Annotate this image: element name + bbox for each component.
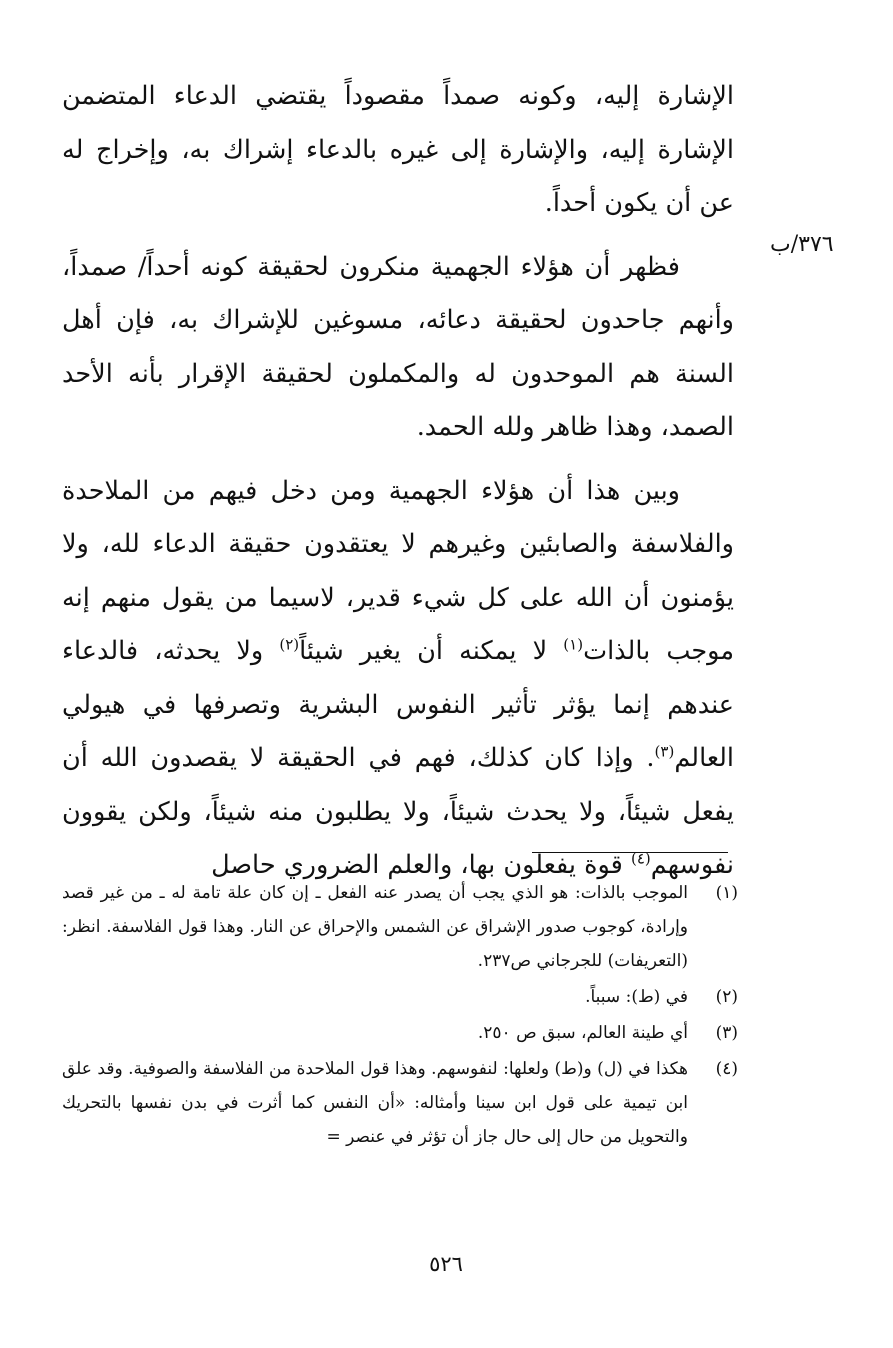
footnote-number: (٤) <box>715 1059 738 1079</box>
paragraph-text: وبين هذا أن هؤلاء الجهمية ومن دخل فيهم من الملاحدة والفلاسفة والصابئين وغيرهم لا يعتقدون حقيقة الدعاء لله، ولا يؤمنون أن الله على كل شيء قدير، لاسيما من يقول منهم إنه موجب بالذات <box>62 475 734 666</box>
footnote-text: هكذا في (ل) و(ط) ولعلها: لنفوسهم. وهذا قول الملاحدة من الفلاسفة والصوفية. وقد علق ابن تيمية على قول ابن سينا وأمثاله: «أن النفس كما أثرت في بدن نفسها بالتحريك والتحويل من حال إلى حال جاز أن تؤثر في عنصر = <box>62 1059 688 1147</box>
footnote <box>62 876 738 978</box>
margin-manuscript-reference: ٣٧٦/ب <box>770 232 834 257</box>
footnote-text: في (ط): سبباً. <box>585 987 688 1007</box>
page-number: ٥٢٦ <box>429 1252 463 1276</box>
footnote-reference[interactable]: (٤) <box>630 849 651 868</box>
footnote <box>62 1052 738 1154</box>
footnote-separator <box>532 852 728 853</box>
footnote-number: (٣) <box>715 1023 738 1043</box>
main-text <box>62 70 734 903</box>
paragraph-text: لا يمكنه أن يغير شيئاً <box>299 636 564 666</box>
paragraph: الإشارة إليه، وكونه صمداً مقصوداً يقتضي الدعاء المتضمن الإشارة إليه، والإشارة إلى غيره بالدعاء إشراك به، وإخراج له عن أن يكون أحداً. <box>62 81 734 218</box>
footnote-text: أي طينة العالم، سبق ص ٢٥٠. <box>477 1023 688 1043</box>
footnote-reference[interactable]: (٢) <box>279 635 300 654</box>
paragraph: فظهر أن هؤلاء الجهمية منكرون لحقيقة كونه أحداً/ صمداً، وأنهم جاحدون لحقيقة دعائه، مسوغين للإشراك به، فإن أهل السنة هم الموحدون له والمكملون لحقيقة الإقرار بأنه الأحد الصمد، وهذا ظاهر ولله الحمد. <box>62 251 734 442</box>
footnote-text: الموجب بالذات: هو الذي يجب أن يصدر عنه الفعل ـ إن كان علة تامة له ـ من غير قصد وإرادة، كوجوب صدور الإشراق عن الشمس والإحراق عن النار. وهذا قول الفلاسفة. انظر: (التعريفات) للجرجاني ص٢٣٧. <box>62 883 688 971</box>
footnote-number: (١) <box>715 883 738 903</box>
footnote <box>62 980 738 1014</box>
paragraph <box>62 465 734 893</box>
footnote-number: (٢) <box>715 987 738 1007</box>
footnote <box>62 1016 738 1050</box>
footnotes <box>62 876 738 1156</box>
footnote-reference[interactable]: (١) <box>563 635 584 654</box>
paragraph-text: قوة يفعلون بها، والعلم الضروري حاصل <box>211 850 631 880</box>
paragraph-text: . وإذا كان كذلك، فهم في الحقيقة لا يقصدون الله أن يفعل شيئاً، ولا يحدث شيئاً، ولا يطلبون منه شيئاً، ولكن يقوون نفوسهم <box>62 743 734 880</box>
paragraph-text: ولا يحدثه، فالدعاء عندهم إنما يؤثر تأثير النفوس البشرية وتصرفها في هيولي العالم <box>62 636 734 773</box>
footnote-reference[interactable]: (٣) <box>654 742 675 761</box>
